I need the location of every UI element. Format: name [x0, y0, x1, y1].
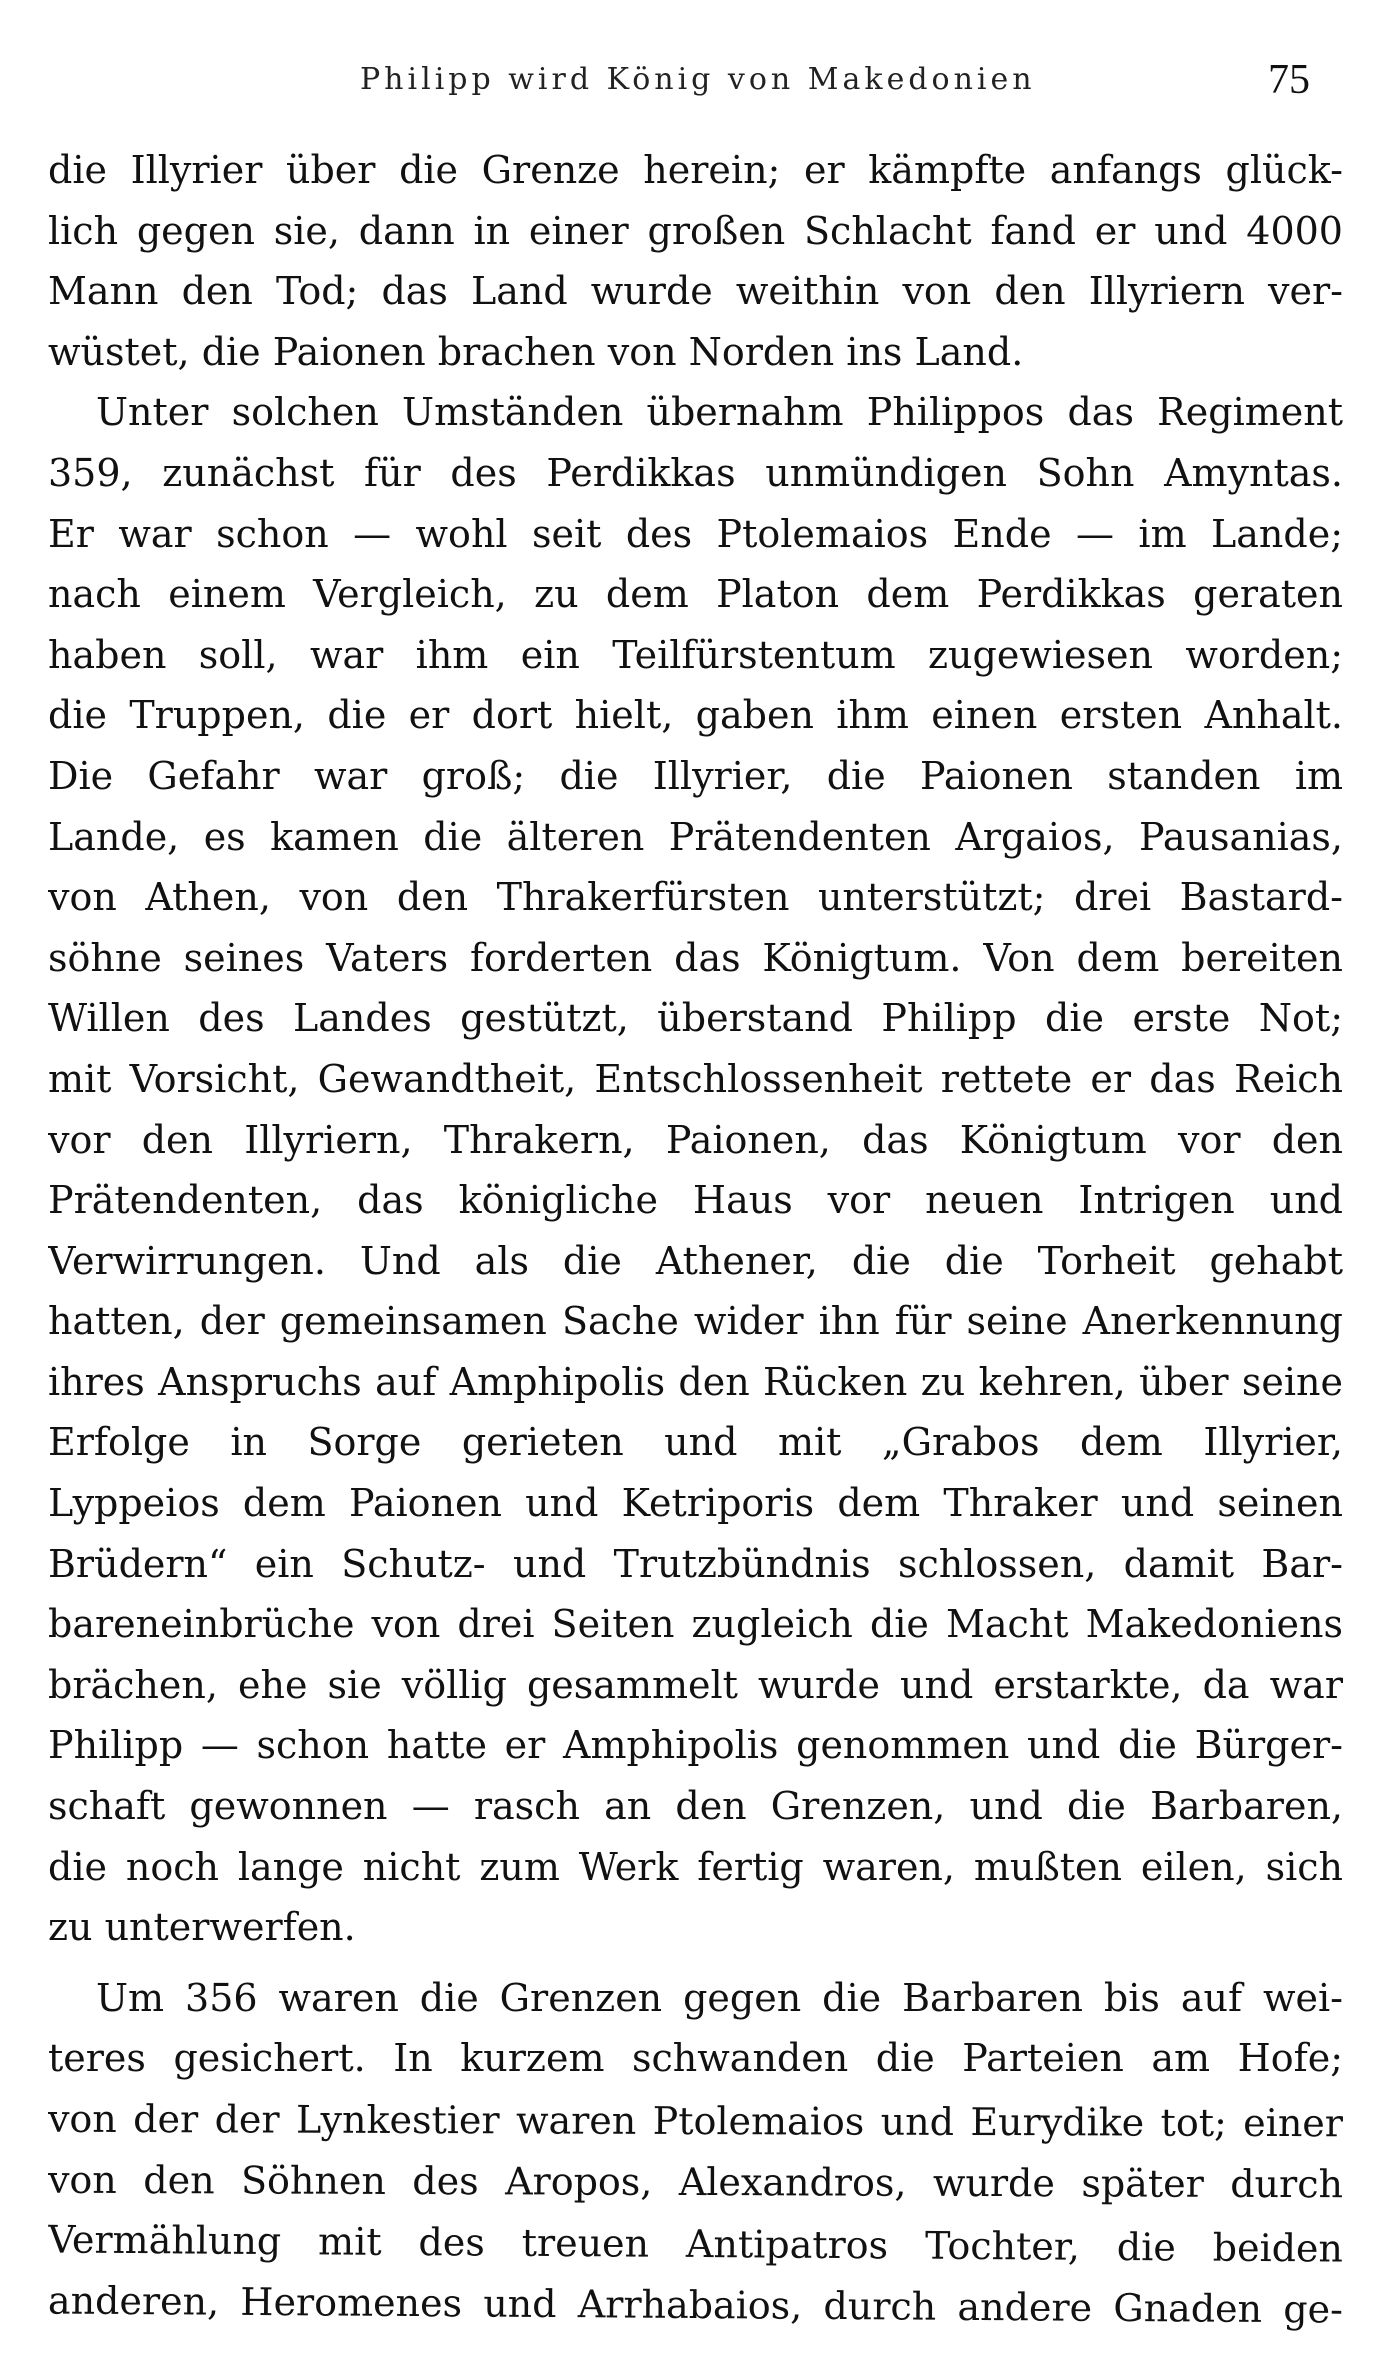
- text-line: die noch lange nicht zum Werk fertig waren, mußten eilen, sich: [48, 1844, 1343, 1889]
- text-line: ihres Anspruchs auf Amphipolis den Rücken zu kehren, über seine: [48, 1359, 1343, 1404]
- text-line: hatten, der gemeinsamen Sache wider ihn für seine Anerkennung: [48, 1299, 1343, 1344]
- text-line: söhne seines Vaters forderten das Königtum. Von dem bereiten: [48, 935, 1343, 980]
- body-text: [47, 140, 1344, 2332]
- text-line: wüstet, die Paionen brachen von Norden ins Land.: [48, 329, 1024, 374]
- text-line: mit Vorsicht, Gewandtheit, Entschlossenheit rettete er das Reich: [48, 1056, 1343, 1101]
- text-line: haben soll, war ihm ein Teilfürstentum zugewiesen worden;: [48, 632, 1343, 677]
- text-line: die Truppen, die er dort hielt, gaben ihm einen ersten Anhalt.: [48, 693, 1343, 738]
- text-line: die Illyrier über die Grenze herein; er kämpfte anfangs glück-: [48, 148, 1343, 192]
- text-line: Lyppeios dem Paionen und Ketriporis dem Thraker und seinen: [48, 1481, 1343, 1526]
- text-line: Philipp — schon hatte er Amphipolis genommen und die Bürger-: [48, 1723, 1343, 1768]
- text-line: vor den Illyriern, Thrakern, Paionen, das Königtum vor den: [48, 1117, 1343, 1162]
- text-line: anderen, Heromenes und Arrhabaios, durch andere Gnaden ge-: [47, 2278, 1344, 2332]
- text-line: Die Gefahr war groß; die Illyrier, die Paionen standen im: [48, 753, 1343, 798]
- text-line: teres gesichert. In kurzem schwanden die Parteien am Hofe;: [48, 2036, 1343, 2081]
- text-line: Um 356 waren die Grenzen gegen die Barbaren bis auf wei-: [96, 1975, 1343, 2020]
- text-line: Verwirrungen. Und als die Athener, die die Torheit gehabt: [48, 1238, 1343, 1283]
- text-line: Vermählung mit des treuen Antipatros Tochter, die beiden: [47, 2217, 1344, 2271]
- text-line: brächen, ehe sie völlig gesammelt wurde und erstarkte, da war: [48, 1662, 1343, 1707]
- paragraph-gap: [48, 1958, 1343, 1966]
- text-line: von den Söhnen des Aropos, Alexandros, wurde später durch: [47, 2157, 1344, 2206]
- text-line: Mann den Tod; das Land wurde weithin von den Illyriern ver-: [48, 269, 1343, 314]
- text-line: Prätendenten, das königliche Haus vor neuen Intrigen und: [48, 1178, 1343, 1223]
- text-line: von der der Lynkestier waren Ptolemaios und Eurydike tot; einer: [47, 2096, 1344, 2146]
- text-line: Lande, es kamen die älteren Prätendenten Argaios, Pausanias,: [48, 814, 1343, 859]
- running-title: Philipp wird König von Makedonien: [360, 62, 1036, 97]
- text-line: Willen des Landes gestützt, überstand Philipp die erste Not;: [48, 996, 1343, 1041]
- text-line: Erfolge in Sorge gerieten und mit „Grabos dem Illyrier,: [48, 1420, 1343, 1465]
- text-line: Unter solchen Umständen übernahm Philippos das Regiment: [96, 390, 1343, 435]
- text-line: 359, zunächst für des Perdikkas unmündigen Sohn Amyntas.: [48, 450, 1343, 495]
- text-line: Er war schon — wohl seit des Ptolemaios Ende — im Lande;: [48, 511, 1343, 556]
- text-line: zu unterwerfen.: [48, 1905, 356, 1950]
- text-line: nach einem Vergleich, zu dem Platon dem Perdikkas geraten: [48, 572, 1343, 617]
- running-head: [0, 56, 1399, 116]
- text-line: lich gegen sie, dann in einer großen Schlacht fand er und 4000: [48, 208, 1343, 253]
- text-line: bareneinbrüche von drei Seiten zugleich die Macht Makedoniens: [48, 1602, 1343, 1647]
- text-line: Brüdern“ ein Schutz- und Trutzbündnis schlossen, damit Bar-: [48, 1541, 1343, 1586]
- page-number: 75: [1268, 57, 1310, 103]
- text-line: schaft gewonnen — rasch an den Grenzen, und die Barbaren,: [48, 1784, 1343, 1829]
- text-line: von Athen, von den Thrakerfürsten unterstützt; drei Bastard-: [48, 875, 1343, 920]
